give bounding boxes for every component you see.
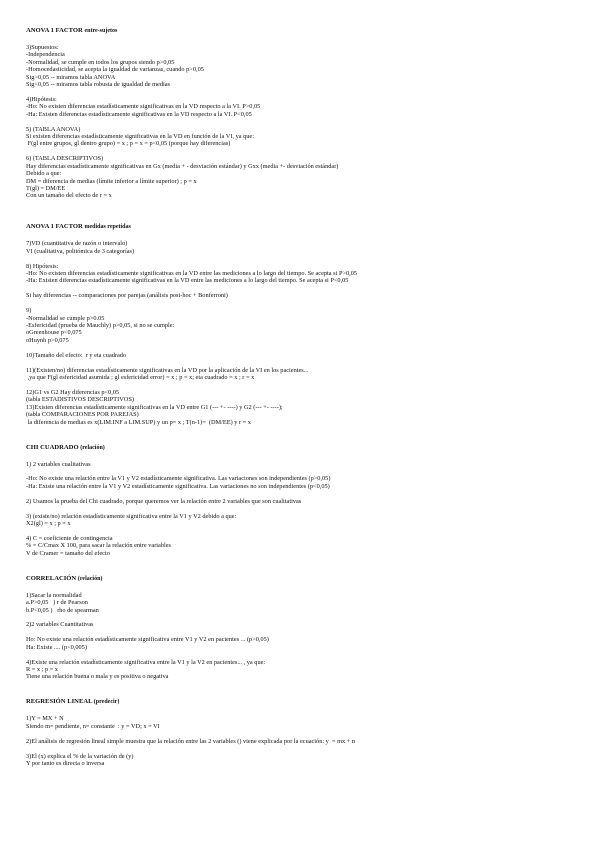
- paragraph: [26, 240, 580, 255]
- section-anova-entre-sujetos: [26, 27, 580, 200]
- text-line: -Independencia: [26, 51, 65, 59]
- section-heading: [26, 698, 580, 706]
- text-line: 7)VD (cuantitativa de razón o intervalo): [26, 240, 128, 248]
- section-title: REGRESIÓN LINEAL: [26, 698, 93, 706]
- section-heading: [26, 223, 580, 231]
- text-line: 5) (TABLA ANOVA): [26, 125, 81, 133]
- text-line: T(gl) = DM/EE: [26, 185, 66, 192]
- text-line: Si hay diferencias -- comparaciones por parejas (análisis post-hoc + Bonferroni): [26, 292, 228, 300]
- paragraph: [26, 367, 580, 382]
- text-line: ,ya que F(gl esfericidad asumida ; gl esfericidad error) = x ; p = x; eta cuadrado = x ; r = x: [26, 374, 255, 382]
- text-line: 9): [26, 307, 32, 315]
- section-subtitle: medidas repetidas: [84, 224, 131, 231]
- text-line: 1)Sacar la normalidad: [26, 591, 82, 599]
- text-line: Hay diferencias estadísticamente significativas en Gx (media + - desviación estándar) y Gxx (media +- desviación estándar): [26, 162, 339, 170]
- text-line: b.P<0,05 ) rho de spearman: [26, 606, 99, 614]
- text-line: -Ha: Existen diferencias estadísticamente significativas en la VD respecto a la VI. P<0,05: [26, 110, 252, 118]
- text-line: -Ha: Existe una relación entre la V1 y V2 estadísticamente significativa. Las variaciones no son independientes (p<0,05): [26, 482, 330, 490]
- text-line: -Normalidad se cumple p>0.05: [26, 314, 105, 322]
- paragraph: [26, 352, 580, 359]
- section-subtitle: (predecir): [93, 699, 120, 706]
- text-line: 8) Hipótesis:: [26, 262, 59, 270]
- text-line: Tiene una relación buena o mala y es positiva o negativa: [26, 673, 169, 681]
- paragraph: [26, 461, 580, 468]
- text-line: oGreenhouse p<0,075: [26, 329, 82, 337]
- text-line: R = x ; p = x: [26, 666, 58, 674]
- text-line: Ha: Existe .... (p<0,005): [26, 643, 87, 651]
- paragraph: [26, 498, 580, 505]
- text-line: oHuynh p>0,075: [26, 336, 69, 344]
- text-line: -Ho: No existen diferencias estadísticamente significativas en la VD entre las mediciones a lo largo del tiempo. Se acepta si P>0,05: [26, 270, 358, 278]
- section-anova-medidas-repetidas: [26, 223, 580, 426]
- paragraph: [26, 621, 580, 628]
- text-line: Y por tanto es directa o inversa: [26, 759, 105, 767]
- text-line: 1) 2 variables cualitativas: [26, 460, 91, 468]
- text-line: -Ha: Existen diferencias estadísticamente significativas en la VD entre las mediciones a lo largo del tiempo. Se acepta si P<0,05: [26, 277, 349, 285]
- section-heading: [26, 444, 580, 452]
- text-line: 4)Existe una relación estadísticamente significativa entre la V1 y la V2 en pacientes... , ya que:: [26, 658, 266, 666]
- section-heading: [26, 575, 580, 583]
- text-line: 4) C = coeficiente de contingencia: [26, 534, 113, 542]
- text-line: la diferencia de medias es x(LIM.INF a LIM.SUP) y un p= x ; T(n-1)= (DM/EE) y r = x: [26, 418, 251, 426]
- text-line: VI (cualitativa, politómica de 3 categorías): [26, 247, 135, 255]
- paragraph: [26, 738, 580, 745]
- section-title: ANOVA 1 FACTOR: [26, 27, 83, 34]
- paragraph: [26, 592, 580, 614]
- text-line: 6) (TABLA DESCRIPTIVOS): [26, 155, 104, 163]
- section-title: CORRELACIÓN: [26, 574, 77, 582]
- text-line: -Homocedasticidad, se acepta la igualdad de varianzas, cuando p>0,05: [26, 66, 204, 74]
- paragraph: [26, 263, 580, 285]
- section-correlacion: [26, 575, 580, 681]
- text-line: 3) (existe/no) relación estadísticamente significativa entre la V1 y V2 debido a que:: [26, 512, 237, 520]
- paragraph: [26, 307, 580, 344]
- text-line: -Esfericidad (prueba de Mauchly) p>0,05, si no se cumple:: [26, 322, 175, 330]
- text-line: Si existen diferencias estadísticamente significativas en la VD en función de la VI, ya que:: [26, 133, 254, 141]
- text-line: 13)Existen diferencias estadísticamente significativas en la VD entre G1 (--- +- ----) y G2 (--- +- ----);: [26, 403, 283, 411]
- text-line: F(gl entre grupos, gl dentro grupo) = x ; p = x = p<0,05 (porque hay diferencias): [26, 140, 231, 148]
- section-chi-cuadrado: [26, 444, 580, 558]
- paragraph: [26, 535, 580, 557]
- text-line: (tabla ESTADISTIVOS DESCRIPTIVOS): [26, 396, 134, 404]
- paragraph: [26, 659, 580, 681]
- text-line: V de Cramer = tamaño del efecto: [26, 549, 110, 557]
- text-line: % = C/Cmax X 100, para sacar la relación entre variables: [26, 542, 171, 550]
- text-line: Sig<0,05 -- miramos tabla robusta de igualdad de medias: [26, 81, 170, 89]
- text-line: Con un tamaño del efecto de r = x: [26, 192, 112, 200]
- text-line: -Normalidad, se cumple en todos los grupos siendo p>0,05: [26, 58, 175, 66]
- section-title: ANOVA 1 FACTOR: [26, 223, 83, 231]
- text-line: 12)G1 vs G2 Hay diferencias p<0,05: [26, 389, 120, 396]
- text-line: Debido a que:: [26, 170, 62, 178]
- text-line: X2(gl) = x ; p = x: [26, 520, 71, 528]
- paragraph: [26, 292, 580, 299]
- section-subtitle: entre-sujetos: [84, 28, 118, 34]
- text-line: -Ho: No existe una relación entre la V1 y V2 estadísticamente significativa. Las variaciones son independientes (p>0,05): [26, 475, 331, 483]
- paragraph: [26, 96, 580, 118]
- text-line: DM = diferencia de medias (límite inferior a límite superior) ; p = x: [26, 177, 197, 185]
- text-line: a.P>0,05 ) r de Pearson: [26, 599, 88, 607]
- section-subtitle: (relación): [80, 444, 105, 451]
- paragraph: [26, 513, 580, 528]
- text-line: Sig>0,05 -- miramos tabla ANOVA: [26, 73, 116, 81]
- section-subtitle: (relación): [77, 575, 103, 582]
- paragraph: [26, 475, 580, 490]
- text-line: 11)(Existen/no) diferencias estadísticamente significativas en la VD por la aplicación de la VI en los pacientes...: [26, 366, 309, 374]
- text-line: 2)El análisis de regresión lineal simple muestra que la relación entre las 2 variables () viene explicada por la ecuación: y = mx + n: [26, 737, 355, 745]
- paragraph: [26, 715, 580, 730]
- section-title: CHI CUADRADO: [26, 443, 79, 451]
- text-line: Ho: No existe una relación estadísticamente significativa entre V1 y V2 en pacientes ... (p>0,05): [26, 636, 269, 644]
- section-heading: [26, 27, 580, 35]
- paragraph: [26, 44, 580, 88]
- text-line: Siendo m= pendiente, n= constante : y = VD; x = VI: [26, 722, 160, 730]
- text-line: 2) Usamos la prueba del Chi cuadrado, porque queremos ver la relación entre 2 variables que son cualitativas: [26, 497, 302, 505]
- text-line: -Ho: No existen diferencias estadísticamente significativas en la VD respecto a la VI. P>0,05: [26, 103, 261, 111]
- text-line: 10)Tamaño del efecto: r y eta cuadrado: [26, 351, 127, 359]
- text-line: 3)Supuestos:: [26, 44, 59, 51]
- paragraph: [26, 389, 580, 426]
- text-line: 2)2 variables Cuantitativas: [26, 621, 94, 629]
- paragraph: [26, 753, 580, 768]
- text-line: 3)El (x) explica el % de la variación de (y): [26, 752, 134, 760]
- text-line: 1)Y = MX + N: [26, 715, 64, 723]
- text-line: (tabla COMPARACIONES POR PAREJAS): [26, 411, 139, 419]
- paragraph: [26, 636, 580, 651]
- paragraph: [26, 126, 580, 148]
- text-line: 4)Hipótesis:: [26, 95, 57, 103]
- paragraph: [26, 155, 580, 199]
- section-regresion-lineal: [26, 698, 580, 767]
